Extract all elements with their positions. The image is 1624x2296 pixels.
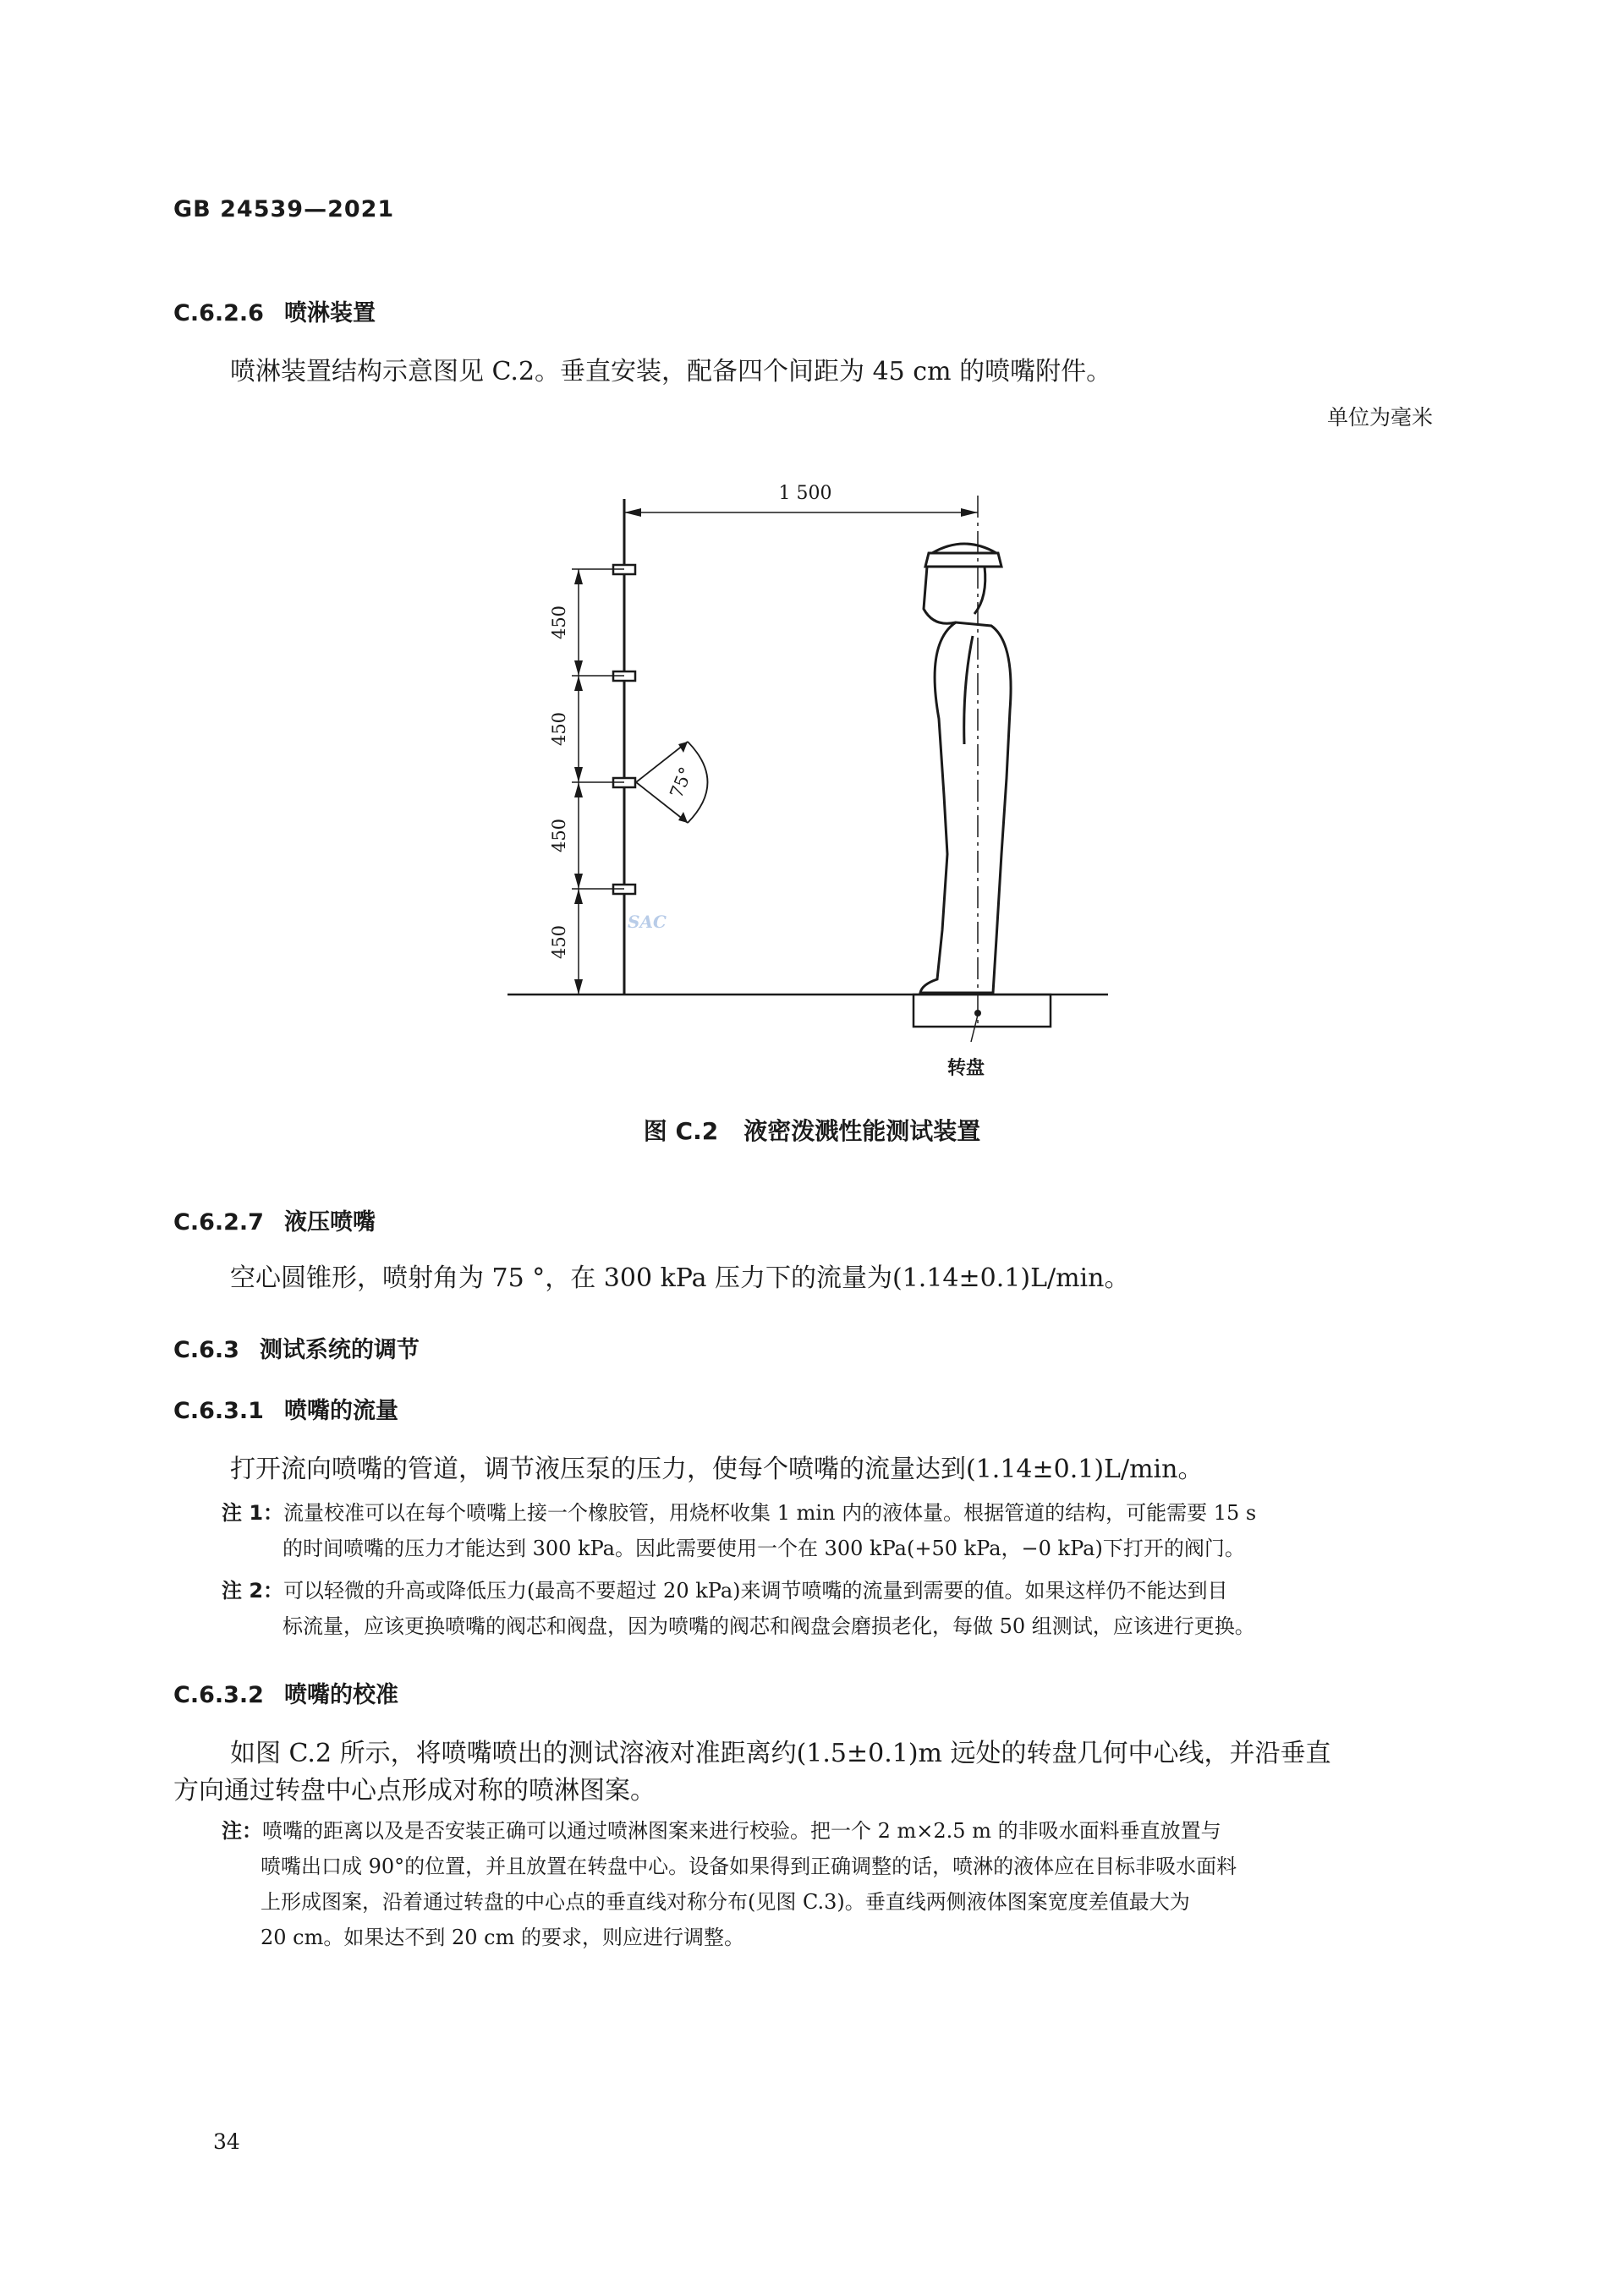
section-number: C.6.2.6: [173, 300, 264, 326]
paragraph-line: 如图 C.2 所示，将喷嘴喷出的测试溶液对准距离约(1.5±0.1)m 远处的转盘几何中心线，并沿垂直: [230, 1739, 1331, 1768]
page-number: 34: [213, 2129, 240, 2154]
paragraph-c627: 空心圆锥形，喷射角为 75 °，在 300 kPa 压力下的流量为(1.14±0.1)L/min。: [230, 1263, 1130, 1293]
turntable: [914, 995, 1051, 1027]
mannequin: [920, 544, 1011, 993]
note-label: 注 2：: [222, 1579, 284, 1603]
paragraph-line: 方向通过转盘中心点形成对称的喷淋图案。: [173, 1776, 656, 1806]
note-label: 注 1：: [222, 1501, 284, 1525]
paragraph-c631: 打开流向喷嘴的管道，调节液压泵的压力，使每个喷嘴的流量达到(1.14±0.1)L/min。: [230, 1455, 1204, 1484]
paragraph-c626: 喷淋装置结构示意图见 C.2。垂直安装，配备四个间距为 45 cm 的喷嘴附件。: [230, 357, 1112, 386]
note-2: [222, 1573, 1440, 1644]
section-number: C.6.3.2: [173, 1682, 264, 1708]
watermark-logo: SAC: [628, 912, 667, 932]
figure-caption: [0, 1113, 1624, 1147]
note-line: 喷嘴出口成 90°的位置，并且放置在转盘中心。设备如果得到正确调整的话，喷淋的液体应在目标非吸水面料: [261, 1855, 1237, 1878]
note-1: [222, 1495, 1440, 1566]
standard-number: GB 24539—2021: [173, 196, 395, 222]
angle-label: 75°: [666, 764, 697, 802]
unit-note: 单位为毫米: [1326, 405, 1433, 430]
section-title: 喷淋装置: [283, 300, 376, 326]
section-title: 喷嘴的流量: [283, 1398, 398, 1424]
section-heading-c632: [173, 1676, 398, 1709]
section-heading-c627: [173, 1203, 376, 1236]
note-line: 上形成图案，沿着通过转盘的中心点的垂直线对称分布(见图 C.3)。垂直线两侧液体图案宽度差值最大为: [261, 1890, 1190, 1914]
section-heading-c63: [173, 1331, 420, 1364]
caption-number: 图 C.2: [643, 1117, 719, 1145]
note-line: 可以轻微的升高或降低压力(最高不要超过 20 kPa)来调节喷嘴的流量到需要的值。如果这样仍不能达到目: [283, 1579, 1228, 1603]
note-line: 标流量，应该更换喷嘴的阀芯和阀盘，因为喷嘴的阀芯和阀盘会磨损老化，每做 50 组测试，应该进行更换。: [283, 1614, 1255, 1638]
section-heading-c631: [173, 1392, 398, 1425]
dim-label-4: 450: [549, 924, 569, 960]
note-line: 20 cm。如果达不到 20 cm 的要求，则应进行调整。: [261, 1926, 744, 1949]
section-title: 测试系统的调节: [259, 1337, 420, 1363]
note-line: 喷嘴的距离以及是否安装正确可以通过喷淋图案来进行校验。把一个 2 m×2.5 m 的非吸水面料垂直放置与: [262, 1819, 1221, 1843]
section-number: C.6.3: [173, 1337, 239, 1363]
dim-label-1: 450: [549, 605, 569, 640]
paragraph-c632: [173, 1735, 1434, 1810]
note-label: 注：: [222, 1819, 262, 1843]
note-3: [222, 1813, 1440, 1955]
dim-label-2: 450: [549, 711, 569, 747]
section-title: 喷嘴的校准: [283, 1682, 398, 1708]
turntable-label: 转盘: [947, 1057, 985, 1079]
section-number: C.6.3.1: [173, 1398, 264, 1424]
section-title: 液压喷嘴: [283, 1209, 376, 1236]
note-line: 流量校准可以在每个喷嘴上接一个橡胶管，用烧杯收集 1 min 内的液体量。根据管道的结构，可能需要 15 s: [283, 1501, 1257, 1525]
section-number: C.6.2.7: [173, 1209, 264, 1236]
dim-label-horizontal: 1 500: [778, 483, 832, 504]
caption-title: 液密泼溅性能测试装置: [743, 1117, 981, 1145]
note-line: 的时间喷嘴的压力才能达到 300 kPa。因此需要使用一个在 300 kPa(+50 kPa，−0 kPa)下打开的阀门。: [283, 1537, 1245, 1560]
dim-label-3: 450: [549, 818, 569, 853]
